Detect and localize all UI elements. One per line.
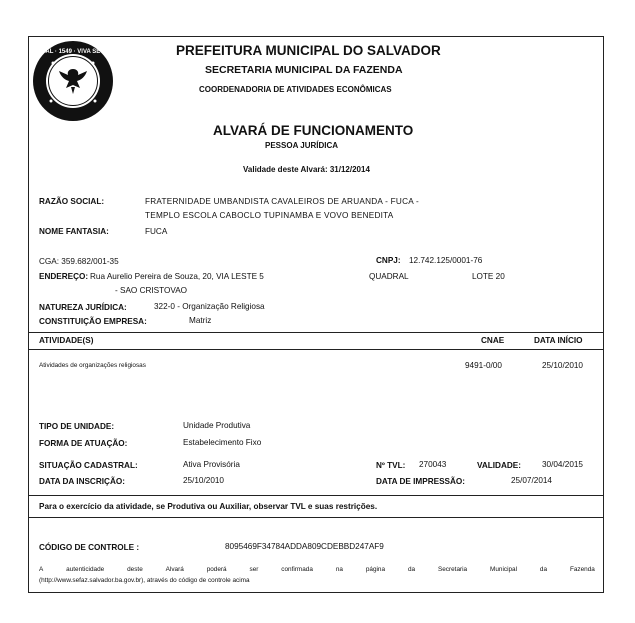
validade-value: 30/04/2015 — [542, 460, 583, 469]
inscricao-label: DATA DA INSCRIÇÃO: — [39, 477, 125, 486]
authenticity-word: página — [365, 566, 386, 573]
notice-bottom-rule — [29, 517, 603, 518]
cnpj-label: CNPJ: — [376, 256, 401, 265]
control-label: CÓDIGO DE CONTROLE : — [39, 543, 140, 552]
notice-text: Para o exercício da atividade, se Produtiva ou Auxiliar, observar TVL e suas restrições. — [39, 502, 378, 511]
authenticity-word: Secretaria — [437, 566, 468, 573]
constituicao-value: Matriz — [189, 316, 212, 325]
situacao-label: SITUAÇÃO CADASTRAL: — [39, 461, 138, 470]
activities-top-rule — [29, 332, 603, 333]
authenticity-word: Alvará — [165, 566, 184, 573]
document-subtitle: PESSOA JURÍDICA — [265, 141, 339, 150]
cnae-header: CNAE — [481, 336, 505, 345]
authenticity-word: autenticidade — [66, 566, 105, 573]
razao-social-line2: TEMPLO ESCOLA CABOCLO TUPINAMBA E VOVO BENEDITA — [145, 211, 394, 220]
header-subtitle: SECRETARIA MUNICIPAL DA FAZENDA — [205, 64, 403, 76]
tvl-value: 270043 — [419, 460, 447, 469]
authenticity-word: ser — [249, 566, 259, 573]
authenticity-word: Fazenda — [569, 566, 595, 573]
authenticity-word: poderá — [206, 566, 227, 573]
activity-row-name: Atividades de organizações religiosas — [39, 362, 146, 369]
quadral-label: QUADRAL — [369, 272, 409, 281]
document-title: ALVARÁ DE FUNCIONAMENTO — [213, 123, 414, 138]
natureza-value: 322-0 - Organização Religiosa — [154, 302, 265, 311]
activities-header: ATIVIDADE(S) — [39, 336, 94, 345]
activity-row-cnae: 9491-0/00 — [465, 361, 502, 370]
authenticity-word: Municipal — [490, 566, 518, 573]
nome-fantasia-label: NOME FANTASIA: — [39, 227, 109, 236]
tipo-unidade-value: Unidade Produtiva — [183, 421, 251, 430]
activity-row-date: 25/10/2010 — [542, 361, 583, 370]
data-inicio-header: DATA INÍCIO — [534, 336, 583, 345]
header-title: PREFEITURA MUNICIPAL DO SALVADOR — [176, 43, 441, 58]
city-seal-icon — [31, 39, 115, 123]
cga-value: CGA: 359.682/001-35 — [39, 257, 119, 266]
constituicao-label: CONSTITUIÇÃO EMPRESA: — [39, 317, 147, 326]
razao-social-line1: FRATERNIDADE UMBANDISTA CAVALEIROS DE ARUANDA - FUCA - — [145, 197, 420, 206]
validity-text: Validade deste Alvará: 31/12/2014 — [243, 165, 370, 174]
tipo-unidade-label: TIPO DE UNIDADE: — [39, 422, 115, 431]
authenticity-word: A — [39, 566, 44, 573]
alvara-document — [28, 36, 604, 593]
forma-atuacao-label: FORMA DE ATUAÇÃO: — [39, 439, 128, 448]
authenticity-word: deste — [127, 566, 143, 573]
activities-header-rule — [29, 349, 603, 350]
authenticity-word: na — [335, 566, 343, 573]
authenticity-note-line1 — [39, 566, 595, 573]
lote-value: LOTE 20 — [472, 272, 505, 281]
nome-fantasia-value: FUCA — [145, 227, 168, 236]
tvl-label: Nº TVL: — [376, 461, 406, 470]
notice-top-rule — [29, 495, 603, 496]
authenticity-word: da — [539, 566, 548, 573]
cnpj-value: 12.742.125/0001-76 — [409, 256, 483, 265]
impressao-label: DATA DE IMPRESSÃO: — [376, 477, 466, 486]
razao-social-label: RAZÃO SOCIAL: — [39, 197, 105, 206]
endereco-line2: - SAO CRISTOVAO — [115, 286, 188, 295]
header-department: COORDENADORIA DE ATIVIDADES ECONÔMICAS — [199, 85, 392, 94]
natureza-label: NATUREZA JURÍDICA: — [39, 303, 127, 312]
impressao-value: 25/07/2014 — [511, 476, 552, 485]
inscricao-value: 25/10/2010 — [183, 476, 224, 485]
endereco-value: Rua Aurelio Pereira de Souza, 20, VIA LESTE 5 — [90, 272, 264, 281]
endereco-label: ENDEREÇO: — [39, 272, 89, 281]
authenticity-word: confirmada — [281, 566, 313, 573]
validade-label: VALIDADE: — [477, 461, 521, 470]
authenticity-word: da — [407, 566, 416, 573]
authenticity-note-line2: (http://www.sefaz.salvador.ba.gov.br), através do código de controle acima — [39, 577, 250, 584]
seal-text: SAL · 1549 · VIVA SEU — [41, 49, 105, 55]
situacao-value: Ativa Provisória — [183, 460, 240, 469]
control-code: 8095469F34784ADDA809CDEBBD247AF9 — [225, 542, 384, 551]
forma-atuacao-value: Estabelecimento Fixo — [183, 438, 262, 447]
